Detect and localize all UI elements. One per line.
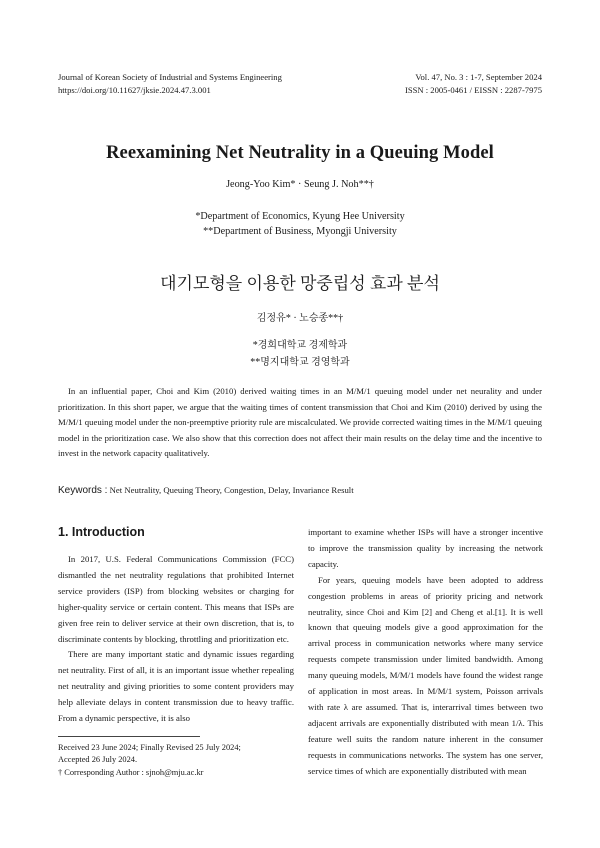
footnote-corresponding: † Corresponding Author : sjnoh@mju.ac.kr — [58, 767, 204, 777]
paper-title: Reexamining Net Neutrality in a Queuing Model — [106, 143, 494, 163]
doi-link[interactable]: https://doi.org/10.11627/jksie.2024.47.3.001 — [58, 85, 211, 95]
affiliations — [0, 209, 600, 239]
journal-name: Journal of Korean Society of Industrial and Systems Engineering — [58, 72, 282, 82]
footnotes — [58, 742, 241, 779]
keywords-label: Keywords : — [58, 485, 108, 496]
journal-header — [58, 71, 282, 97]
right-column — [308, 525, 543, 780]
paragraph: There are many important static and dynamic issues regarding net neutrality. First of all, it is an important issue whether repealing net neutrality and giving priorities to some content providers may help alleviate delays in content transmission due to heavy traffic. From a dynamic perspective, it is also — [58, 649, 294, 724]
affiliation-1: *Department of Economics, Kyung Hee University — [195, 211, 405, 222]
issue-header — [405, 71, 542, 97]
affiliation-2: **Department of Business, Myongji University — [203, 226, 397, 237]
keywords-list: Net Neutrality, Queuing Theory, Congestion, Delay, Invariance Result — [109, 485, 354, 495]
paragraph: important to examine whether ISPs will have a stronger incentive to improve the transmission quality by increasing the network capacity. — [308, 527, 543, 569]
footnote-received: Received 23 June 2024; Finally Revised 25 July 2024; — [58, 743, 241, 752]
footnote-accepted: Accepted 26 July 2024. — [58, 755, 138, 765]
abstract: In an influential paper, Choi and Kim (2010) derived waiting times in an M/M/1 queuing model under net neurality and under prioritization. In this short paper, we argue that the waiting times of content transmission that Choi and Kim (2010) derived by using the M/M/1 queuing model under the non-preemptive priority rule are miscalculated. We provide corrected waiting times in the M/M/1 queuing model in the prioritization case. We also show that this correction does not affect their main results on the delay time and the incentive to invest in the network capacity qualitatively. — [58, 386, 542, 458]
paragraph: For years, queuing models have been adopted to address congestion problems in areas of priority pricing and network neutrality, since Choi and Kim [2] and Cheng et al.[1]. It is well known that queuing models give a good approximation for the arrival process in communication networks where many service requests compete transmission under limited bandwidth. Among many queuing models, M/M/1 models have found the widest range of application in most areas. In M/M/1 system, Poisson arrivals with rate λ are assumed. That is, interarrival times between two adjacent arrivals are exponentially distributed with mean 1/λ. This feature well suits the random nature inherent in the consumer requests in communications networks. The system has one server, service times of which are exponentially distributed with mean — [308, 574, 543, 776]
korean-affiliations — [0, 337, 600, 371]
paragraph: In 2017, U.S. Federal Communications Commission (FCC) dismantled the net neutrality regulations that prohibited Internet service providers (ISP) from blocking websites or charging for higher-quality service or certain content. This means that ISPs are given free rein to deliver service at their own discretion, that is, to discriminate contents by blocking, throttling and prioritization etc. — [58, 554, 294, 644]
korean-title: 대기모형을 이용한 망중립성 효과 분석 — [160, 274, 440, 293]
footnote-divider — [58, 736, 200, 737]
issn-info: ISSN : 2005-0461 / EISSN : 2287-7975 — [404, 85, 542, 95]
authors: Jeong-Yoo Kim* · Seung J. Noh**† — [226, 179, 374, 190]
keywords — [58, 485, 354, 496]
korean-affiliation-1: *경희대학교 경제학과 — [252, 340, 348, 351]
korean-authors: 김정유* · 노승종**† — [256, 313, 344, 324]
section-heading: 1. Introduction — [58, 525, 145, 539]
volume-info: Vol. 47, No. 3 : 1-7, September 2024 — [415, 72, 542, 82]
left-column — [58, 552, 294, 727]
korean-affiliation-2: **명지대학교 경영학과 — [250, 357, 350, 368]
